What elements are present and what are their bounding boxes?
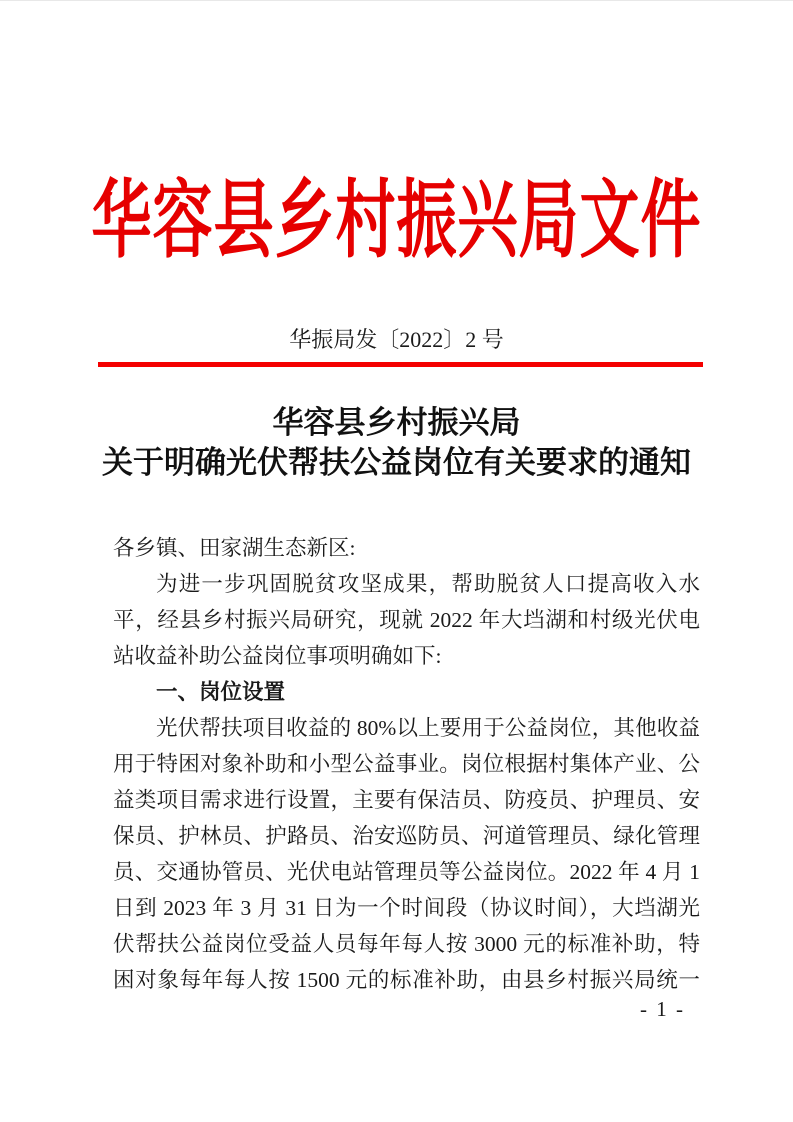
body-line: 为进一步巩固脱贫攻坚成果，帮助脱贫人口提高收入水 <box>156 572 700 596</box>
body-line: 伏帮扶公益岗位受益人员每年每人按 3000 元的标准补助，特 <box>113 932 700 956</box>
salutation-line: 各乡镇、田家湖生态新区: <box>113 536 356 560</box>
body-line: 光伏帮扶项目收益的 80%以上要用于公益岗位，其他收益 <box>156 716 700 740</box>
red-separator-rule <box>98 362 703 367</box>
agency-banner-text: 华容县乡村振兴局文件 <box>91 173 702 268</box>
doc-title-line-1: 华容县乡村振兴局 <box>272 405 521 440</box>
body-line: 困对象每年每人按 1500 元的标准补助，由县乡村振兴局统一 <box>113 968 700 992</box>
page-number: - 1 - <box>640 997 685 1021</box>
doc-title <box>0 403 793 483</box>
body-line: 益类项目需求进行设置，主要有保洁员、防疫员、护理员、安 <box>113 788 700 812</box>
document-body <box>113 530 700 998</box>
body-line: 平，经县乡村振兴局研究，现就 2022 年大垱湖和村级光伏电 <box>113 608 700 632</box>
doc-title-line-2: 关于明确光伏帮扶公益岗位有关要求的通知 <box>102 445 691 480</box>
body-line: 保员、护林员、护路员、治安巡防员、河道管理员、绿化管理 <box>113 824 700 848</box>
body-line: 员、交通协管员、光伏电站管理员等公益岗位。2022 年 4 月 1 <box>113 860 700 884</box>
doc-number: 华振局发〔2022〕2 号 <box>289 327 504 352</box>
section-heading: 一、岗位设置 <box>156 680 286 704</box>
body-line: 用于特困对象补助和小型公益事业。岗位根据村集体产业、公 <box>113 752 700 776</box>
agency-banner <box>0 151 793 276</box>
body-line: 站收益补助公益岗位事项明确如下: <box>113 644 442 668</box>
body-line: 日到 2023 年 3 月 31 日为一个时间段（协议时间），大垱湖光 <box>113 896 700 920</box>
